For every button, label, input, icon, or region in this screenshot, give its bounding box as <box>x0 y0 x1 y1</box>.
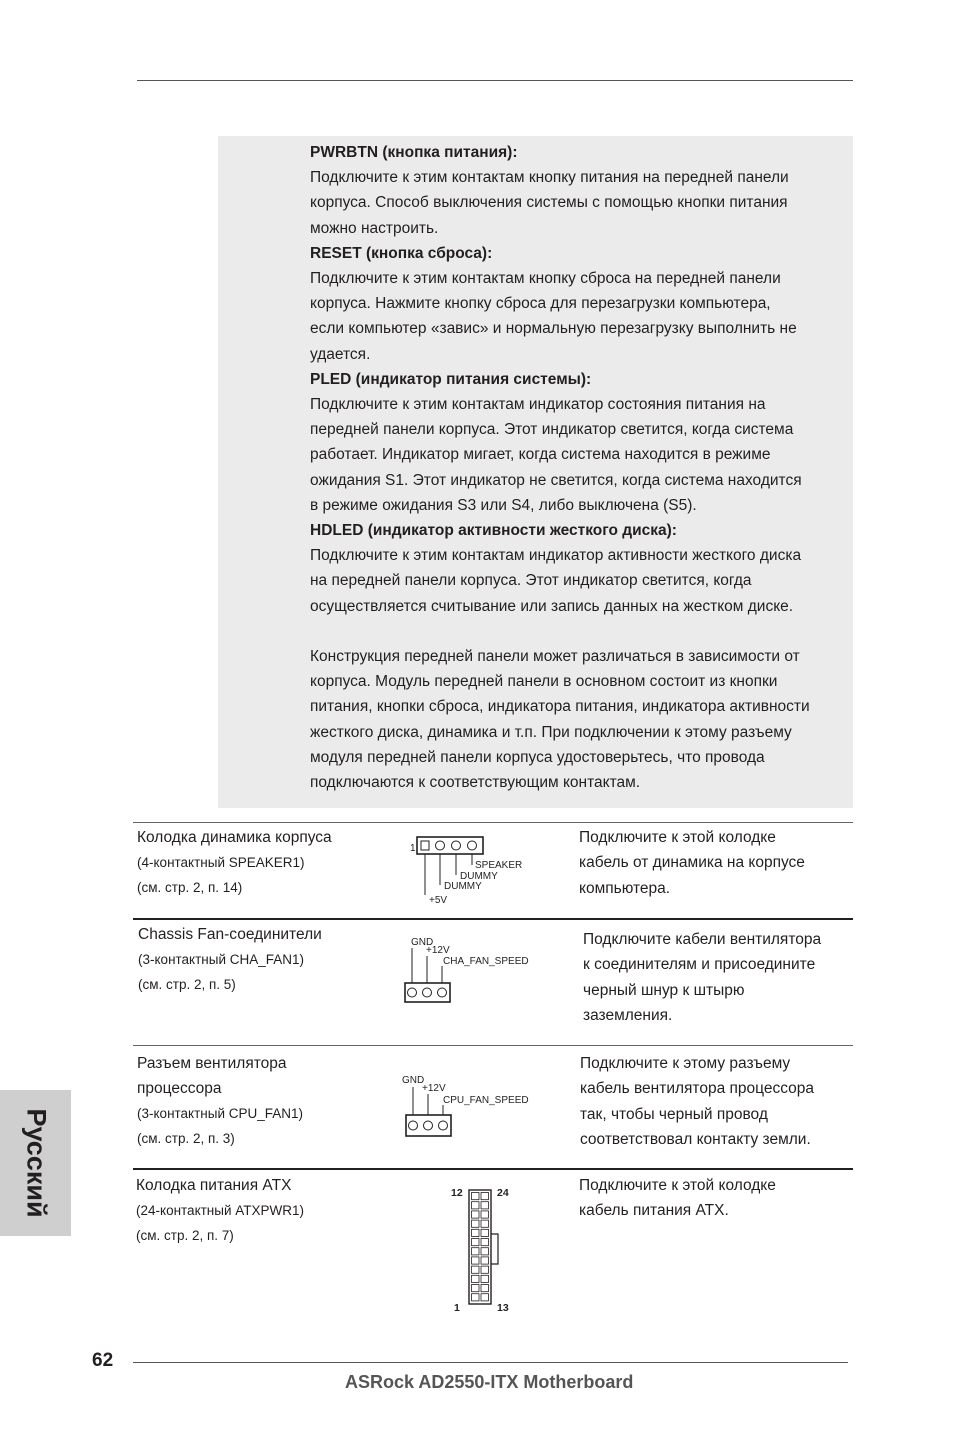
description-line: к соединителям и присоедините <box>583 956 816 974</box>
pin-label: +5V <box>429 895 448 906</box>
paragraph-gap <box>310 619 860 644</box>
connector-housing <box>405 983 450 1002</box>
row-divider <box>133 918 853 920</box>
connector-title: Колодка динамика корпуса <box>137 829 332 846</box>
pin <box>452 841 461 850</box>
atx-pin <box>481 1257 489 1264</box>
pled-line: передней панели корпуса. Этот индикатор светится, когда система <box>310 421 794 439</box>
pin <box>438 988 447 997</box>
pwrbtn-heading: PWRBTN (кнопка питания): <box>310 144 518 161</box>
pin-label: +12V <box>426 945 450 956</box>
reset-line: Подключите к этим контактам кнопку сброса на передней панели <box>310 270 781 288</box>
square-pin <box>421 841 429 850</box>
pled-heading: PLED (индикатор питания системы): <box>310 370 592 388</box>
cpu-fan-description <box>580 1051 814 1153</box>
pin-label: DUMMY <box>460 871 498 882</box>
note-line: подключаются к соответствующим контактам. <box>310 774 641 792</box>
pled-line: в режиме ожидания S3 или S4, либо выключена (S5). <box>310 496 697 514</box>
note-line: жесткого диска, динамика и т.п. При подключении к этому разъему <box>310 723 792 741</box>
atx-pin <box>481 1229 489 1236</box>
pin-label: CHA_FAN_SPEED <box>443 956 529 967</box>
pin-label: SPEAKER <box>475 860 523 871</box>
pwrbtn-line: можно настроить. <box>310 219 439 237</box>
connector-housing <box>469 1190 491 1304</box>
atx-power-description <box>579 1173 776 1224</box>
description-line: Подключите к этой колодке <box>579 829 776 846</box>
cpu-fan-info <box>137 1051 303 1151</box>
pin-label: 12 <box>451 1187 463 1199</box>
connector-title: Колодка питания ATX <box>136 1177 292 1194</box>
atx-pin <box>472 1211 480 1218</box>
note-line: корпуса. Модуль передней панели в основном состоит из кнопки <box>310 673 778 691</box>
connector-page-ref: (см. стр. 2, п. 14) <box>137 880 243 895</box>
row-divider <box>133 1045 853 1046</box>
connector-page-ref: (см. стр. 2, п. 5) <box>138 977 236 992</box>
connector-page-ref: (см. стр. 2, п. 7) <box>136 1228 234 1243</box>
connector-title: Разъем вентилятора <box>137 1055 287 1072</box>
atx-pin <box>472 1257 480 1264</box>
pin-label: DUMMY <box>444 881 482 892</box>
speaker-description <box>579 825 805 901</box>
hdled-line: на передней панели корпуса. Этот индикатор светится, когда <box>310 572 752 590</box>
pin <box>409 1121 418 1130</box>
chassis-fan-connector-diagram <box>400 933 540 1008</box>
connector-pin-info: (3-контактный CHA_FAN1) <box>138 952 305 967</box>
atx-pin <box>472 1285 480 1292</box>
top-rule <box>137 80 853 81</box>
atx-pin <box>472 1193 480 1200</box>
chassis-fan-description <box>583 927 821 1029</box>
pwrbtn-line: корпуса. Способ выключения системы с помощью кнопки питания <box>310 194 788 212</box>
atx-pin <box>481 1202 489 1209</box>
pin-label: +12V <box>422 1083 446 1094</box>
description-line: заземления. <box>583 1007 673 1025</box>
pled-line: Подключите к этим контактам индикатор состояния питания на <box>310 396 766 414</box>
pin <box>436 841 445 850</box>
pin-label: GND <box>411 937 434 948</box>
description-line: Подключите к этой колодке <box>579 1177 776 1194</box>
atx-pin <box>472 1220 480 1227</box>
pin <box>468 841 477 850</box>
footer-rule <box>133 1362 848 1363</box>
reset-line: корпуса. Нажмите кнопку сброса для перезагрузки компьютера, <box>310 295 771 313</box>
atx-pin <box>481 1239 489 1246</box>
pin1-label: 1 <box>410 843 416 854</box>
connector-pin-info: (4-контактный SPEAKER1) <box>137 855 305 870</box>
connector-latch <box>491 1234 498 1264</box>
connector-pin-info: (24-контактный ATXPWR1) <box>136 1203 305 1218</box>
description-line: Подключите кабели вентилятора <box>583 931 822 948</box>
connector-pin-info: (3-контактный CPU_FAN1) <box>137 1106 304 1121</box>
description-line: черный шнур к штырю <box>583 981 745 999</box>
connector-page-ref: (см. стр. 2, п. 3) <box>137 1131 235 1146</box>
description-line: кабель от динамика на корпусе <box>579 854 805 872</box>
pin <box>439 1121 448 1130</box>
atx-pin <box>472 1239 480 1246</box>
pin-label: CPU_FAN_SPEED <box>443 1095 529 1106</box>
reset-heading: RESET (кнопка сброса): <box>310 244 493 262</box>
reset-line: если компьютер «завис» и нормальную перезагрузку выполнить не <box>310 320 797 338</box>
pled-line: ожидания S1. Этот индикатор не светится, когда система находится <box>310 471 802 489</box>
pin-label: 24 <box>497 1187 509 1199</box>
connector-housing <box>406 1115 451 1136</box>
note-line: Конструкция передней панели может различаться в зависимости от <box>310 648 800 666</box>
atx-pin <box>481 1294 489 1301</box>
footer-title: ASRock AD2550-ITX Motherboard <box>345 1372 634 1392</box>
speaker-header-info <box>137 825 332 900</box>
atx-power-connector-diagram <box>445 1182 525 1317</box>
atx-power-info <box>136 1173 304 1248</box>
description-line: соответствовал контакту земли. <box>580 1131 811 1149</box>
description-line: Подключите к этому разъему <box>580 1055 791 1072</box>
pin <box>424 1121 433 1130</box>
pled-line: работает. Индикатор мигает, когда система находится в режиме <box>310 446 771 464</box>
connector-title: Chassis Fan-соединители <box>138 926 322 943</box>
page-number: 62 <box>92 1350 114 1371</box>
atx-pin <box>481 1193 489 1200</box>
description-line: компьютера. <box>579 879 671 897</box>
pwrbtn-line: Подключите к этим контактам кнопку питания на передней панели <box>310 169 789 187</box>
connector-housing <box>417 837 483 854</box>
reset-line: удается. <box>310 345 371 363</box>
hdled-line: Подключите к этим контактам индикатор активности жесткого диска <box>310 547 802 565</box>
row-divider <box>133 822 853 823</box>
atx-pin <box>481 1266 489 1273</box>
pin-label: 1 <box>454 1302 460 1314</box>
atx-pin <box>472 1275 480 1282</box>
note-line: модуля передней панели корпуса удостоверьтесь, что провода <box>310 748 765 766</box>
description-line: кабель вентилятора процессора <box>580 1080 814 1098</box>
atx-pin <box>472 1294 480 1301</box>
pin <box>423 988 432 997</box>
atx-pin <box>472 1248 480 1255</box>
language-tab-label: Русский <box>21 1108 51 1218</box>
description-line: кабель питания ATX. <box>579 1202 729 1220</box>
hdled-line: осуществляется считывание или запись данных на жестком диске. <box>310 597 794 615</box>
connector-title: процессора <box>137 1080 222 1097</box>
front-panel-description <box>310 140 860 795</box>
speaker-connector-diagram <box>405 833 535 908</box>
pin <box>408 988 417 997</box>
pin-label: 13 <box>497 1302 509 1314</box>
atx-pin <box>472 1266 480 1273</box>
atx-pin <box>472 1229 480 1236</box>
pin-label: GND <box>402 1075 425 1086</box>
atx-pin <box>481 1211 489 1218</box>
atx-pin <box>481 1285 489 1292</box>
chassis-fan-info <box>138 922 322 997</box>
atx-pin-grid <box>472 1193 489 1301</box>
description-line: так, чтобы черный провод <box>580 1105 768 1123</box>
atx-pin <box>481 1220 489 1227</box>
cpu-fan-connector-diagram <box>400 1072 540 1142</box>
row-divider <box>133 1168 853 1170</box>
note-line: питания, кнопки сброса, индикатора питания, индикатора активности <box>310 698 810 716</box>
language-tab <box>0 1090 71 1236</box>
atx-pin <box>481 1248 489 1255</box>
hdled-heading: HDLED (индикатор активности жесткого диска): <box>310 522 677 540</box>
atx-pin <box>481 1275 489 1282</box>
atx-pin <box>472 1202 480 1209</box>
